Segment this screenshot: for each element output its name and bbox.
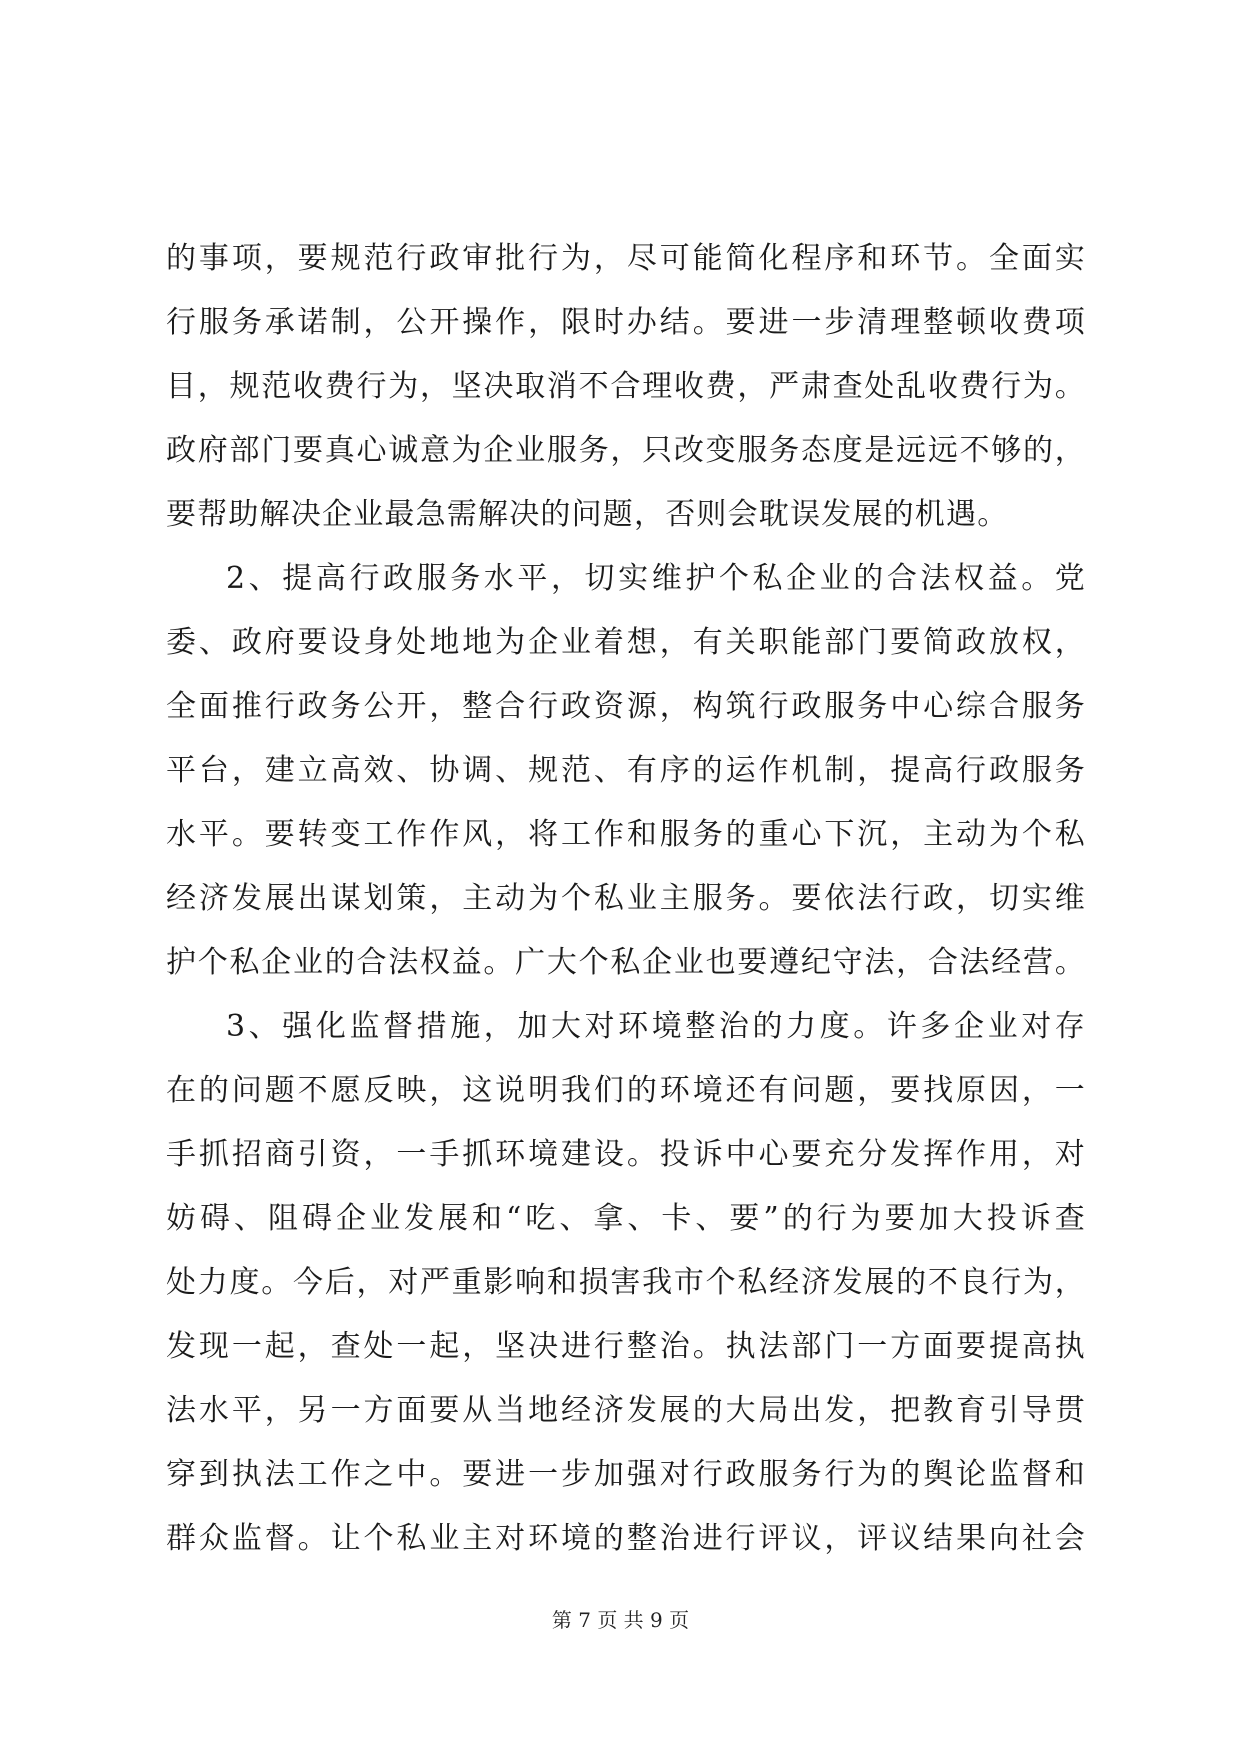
page-number-footer: 第 7 页 共 9 页: [551, 1608, 690, 1632]
text-line: 行服务承诺制，公开操作，限时办结。要进一步清理整顿收费项: [166, 305, 1086, 340]
text-line: 的事项，要规范行政审批行为，尽可能简化程序和环节。全面实: [166, 241, 1086, 276]
paragraph-3-heading-line: 3、强化监督措施，加大对环境整治的力度。许多企业对存: [226, 1009, 1086, 1044]
text-line: 目，规范收费行为，坚决取消不合理收费，严肃查处乱收费行为。: [166, 369, 1086, 404]
text-line: 政府部门要真心诚意为企业服务，只改变服务态度是远远不够的，: [166, 433, 1086, 468]
text-line: 发现一起，查处一起，坚决进行整治。执法部门一方面要提高执: [166, 1329, 1086, 1364]
text-line: 经济发展出谋划策，主动为个私业主服务。要依法行政，切实维: [166, 881, 1086, 916]
text-line: 群众监督。让个私业主对环境的整治进行评议，评议结果向社会: [166, 1521, 1086, 1556]
text-line: 手抓招商引资，一手抓环境建设。投诉中心要充分发挥作用，对: [166, 1137, 1086, 1172]
text-line: 平台，建立高效、协调、规范、有序的运作机制，提高行政服务: [166, 753, 1086, 788]
text-line: 护个私企业的合法权益。广大个私企业也要遵纪守法，合法经营。: [166, 945, 1086, 980]
text-line: 水平。要转变工作作风，将工作和服务的重心下沉，主动为个私: [166, 817, 1086, 852]
text-line: 全面推行政务公开，整合行政资源，构筑行政服务中心综合服务: [166, 689, 1086, 724]
text-line: 穿到执法工作之中。要进一步加强对行政服务行为的舆论监督和: [166, 1457, 1086, 1492]
text-line: 委、政府要设身处地地为企业着想，有关职能部门要简政放权，: [166, 625, 1086, 660]
body-text: [166, 227, 1086, 1571]
text-line: 妨碍、阻碍企业发展和“吃、拿、卡、要”的行为要加大投诉查: [166, 1201, 1086, 1236]
text-line: 法水平，另一方面要从当地经济发展的大局出发，把教育引导贯: [166, 1393, 1086, 1428]
text-line: 处力度。今后，对严重影响和损害我市个私经济发展的不良行为，: [166, 1265, 1086, 1300]
text-line: 在的问题不愿反映，这说明我们的环境还有问题，要找原因，一: [166, 1073, 1086, 1108]
paragraph-2-heading-line: 2、提高行政服务水平，切实维护个私企业的合法权益。党: [226, 561, 1086, 596]
text-line: 要帮助解决企业最急需解决的问题，否则会耽误发展的机遇。: [166, 497, 1009, 532]
